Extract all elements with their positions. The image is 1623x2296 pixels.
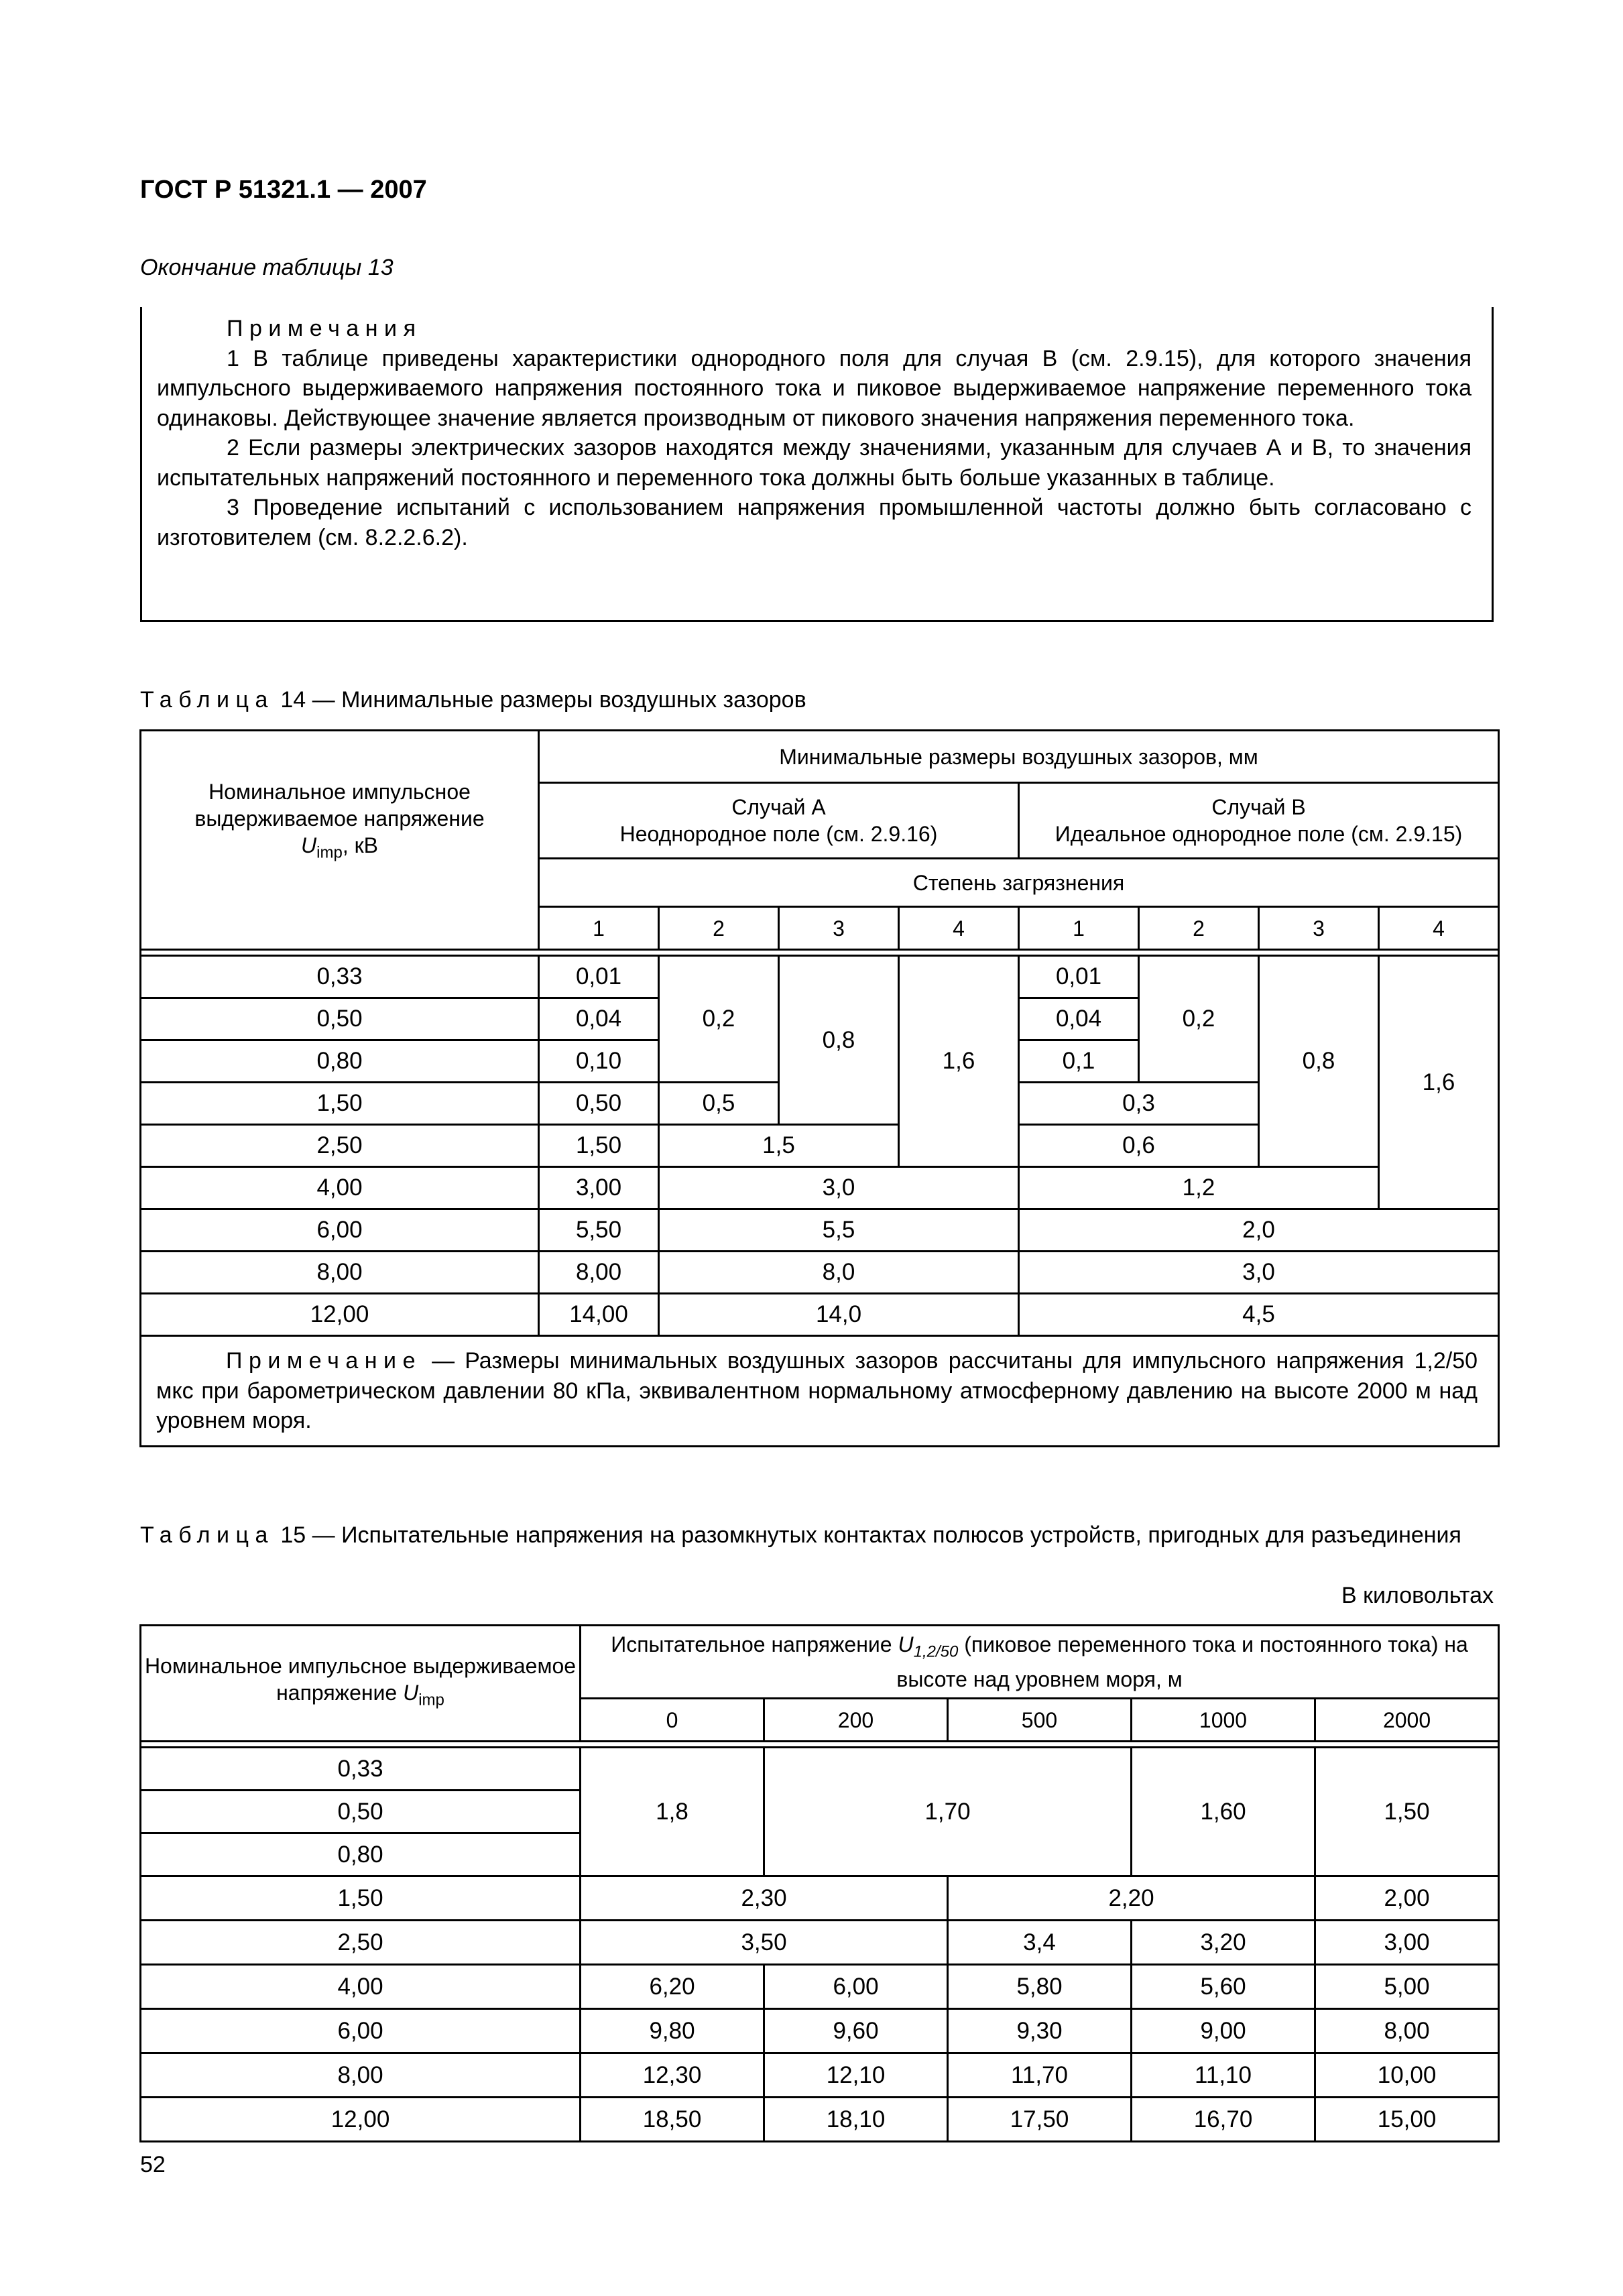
table15-units: В киловольтах xyxy=(1341,1583,1494,1608)
col0-header xyxy=(141,1626,581,1742)
cell: 2,50 xyxy=(141,1921,581,1965)
symbol: U xyxy=(301,833,317,857)
cell: 1,8 xyxy=(581,1748,764,1876)
caption-text: 14 — Минимальные размеры воздушных зазоров xyxy=(274,687,806,713)
cell: 6,20 xyxy=(581,1965,764,2009)
cell: 2,50 xyxy=(141,1125,539,1167)
cell: 2,00 xyxy=(1315,1876,1499,1921)
cell: 0,6 xyxy=(1019,1125,1259,1167)
cell: 3,00 xyxy=(539,1167,659,1209)
table14-note xyxy=(141,1336,1499,1447)
cell: 0,2 xyxy=(1139,956,1259,1083)
caption-text: 15 — Испытательные напряжения на разомкнутых контактах полюсов устройств, пригодных для разъединения xyxy=(274,1522,1461,1548)
cell: 0,1 xyxy=(1019,1040,1139,1083)
table-row xyxy=(141,1252,1499,1294)
cell: 0,5 xyxy=(659,1083,779,1125)
subscript: imp xyxy=(418,1691,444,1709)
cell: 1,6 xyxy=(1379,956,1499,1209)
table-row xyxy=(141,1167,1499,1209)
cell: 9,60 xyxy=(764,2009,948,2053)
cell: 0,33 xyxy=(141,1748,581,1791)
group-header: Минимальные размеры воздушных зазоров, мм xyxy=(539,731,1499,783)
cell: 10,00 xyxy=(1315,2053,1499,2098)
case-b-header xyxy=(1019,783,1499,859)
cell: 2,30 xyxy=(581,1876,948,1921)
table14 xyxy=(139,729,1500,1447)
altitude-header: 1000 xyxy=(1132,1699,1315,1742)
note-text: — Размеры минимальных воздушных зазоров рассчитаны для импульсного напряжения 1,2/50 мкс при барометрическом давлении 80 кПа, эквивалентном нормальному атмосферному давлению на высоте 2000 м над уровнем моря. xyxy=(156,1348,1478,1433)
cell: 12,10 xyxy=(764,2053,948,2098)
cell: 1,2 xyxy=(1019,1167,1379,1209)
cell: 0,80 xyxy=(141,1833,581,1876)
case-a-header xyxy=(539,783,1019,859)
case-a: Случай А xyxy=(731,795,826,819)
cell: 3,0 xyxy=(659,1167,1019,1209)
caption-word: Таблица xyxy=(140,687,274,713)
cell: 3,00 xyxy=(1315,1921,1499,1965)
cell: 8,00 xyxy=(539,1252,659,1294)
cell: 6,00 xyxy=(764,1965,948,2009)
cell: 0,3 xyxy=(1019,1083,1259,1125)
table-row xyxy=(141,1294,1499,1336)
cell: 0,10 xyxy=(539,1040,659,1083)
case-a-desc: Неоднородное поле (см. 2.9.16) xyxy=(619,822,938,846)
group-header xyxy=(581,1626,1499,1699)
cell: 1,50 xyxy=(539,1125,659,1167)
cell: 5,60 xyxy=(1132,1965,1315,2009)
cell: 5,00 xyxy=(1315,1965,1499,2009)
cell: 18,50 xyxy=(581,2098,764,2142)
col0-header xyxy=(141,731,539,950)
symbol: U xyxy=(403,1681,419,1705)
symbol: U xyxy=(898,1632,914,1657)
table-row xyxy=(141,1921,1499,1965)
cell: 1,50 xyxy=(1315,1748,1499,1876)
pollution-degree: 4 xyxy=(899,907,1019,950)
cell: 1,6 xyxy=(899,956,1019,1167)
cell: 0,2 xyxy=(659,956,779,1083)
cell: 1,60 xyxy=(1132,1748,1315,1876)
cell: 12,30 xyxy=(581,2053,764,2098)
cell: 9,30 xyxy=(948,2009,1132,2053)
table-row xyxy=(141,1965,1499,2009)
cell: 9,00 xyxy=(1132,2009,1315,2053)
cell: 4,00 xyxy=(141,1965,581,2009)
header-separator xyxy=(141,950,1499,956)
cell: 0,01 xyxy=(1019,956,1139,998)
pollution-degree: 3 xyxy=(1259,907,1379,950)
cell: 18,10 xyxy=(764,2098,948,2142)
cell: 8,00 xyxy=(141,2053,581,2098)
cell: 6,00 xyxy=(141,2009,581,2053)
cell: 0,50 xyxy=(141,1791,581,1833)
unit: , кВ xyxy=(342,833,378,857)
cell: 17,50 xyxy=(948,2098,1132,2142)
table13-notes xyxy=(140,307,1494,622)
cell: 0,33 xyxy=(141,956,539,998)
table-row xyxy=(141,1748,1499,1791)
cell: 9,80 xyxy=(581,2009,764,2053)
cell: 1,50 xyxy=(141,1083,539,1125)
cell: 12,00 xyxy=(141,2098,581,2142)
cell: 1,70 xyxy=(764,1748,1132,1876)
cell: 5,80 xyxy=(948,1965,1132,2009)
table-row xyxy=(141,2009,1499,2053)
cell: 15,00 xyxy=(1315,2098,1499,2142)
subscript: imp xyxy=(316,843,343,862)
cell: 8,0 xyxy=(659,1252,1019,1294)
cell: 0,8 xyxy=(779,956,899,1125)
col0-header-text: Номинальное импульсное выдерживаемое напряжение xyxy=(144,1654,577,1705)
group-suffix: (пиковое переменного тока и постоянного тока) на высоте над уровнем моря, м xyxy=(896,1632,1468,1691)
cell: 3,0 xyxy=(1019,1252,1499,1294)
cell: 0,80 xyxy=(141,1040,539,1083)
pollution-degree: 2 xyxy=(1139,907,1259,950)
pollution-degree: 1 xyxy=(539,907,659,950)
cell: 12,00 xyxy=(141,1294,539,1336)
pollution-degree: 3 xyxy=(779,907,899,950)
document-title: ГОСТ Р 51321.1 — 2007 xyxy=(140,176,427,204)
cell: 1,50 xyxy=(141,1876,581,1921)
note-item: 1 В таблице приведены характеристики однородного поля для случая В (см. 2.9.15), для которого значения импульсного выдерживаемого напряжения постоянного тока и пиковое выдерживаемое напряжение переменного тока одинаковы. Действующее значение является производным от пикового значения напряжения переменного тока. xyxy=(157,345,1471,431)
cell: 14,0 xyxy=(659,1294,1019,1336)
table15-caption xyxy=(140,1520,1494,1551)
cell: 0,50 xyxy=(141,998,539,1040)
case-b: Случай В xyxy=(1211,795,1306,819)
cell: 4,5 xyxy=(1019,1294,1499,1336)
cell: 0,8 xyxy=(1259,956,1379,1167)
table-row xyxy=(141,1876,1499,1921)
header-separator xyxy=(141,1742,1499,1748)
col0-header-text: Номинальное импульсное выдерживаемое напряжение xyxy=(194,780,485,831)
continuation-caption: Окончание таблицы 13 xyxy=(140,255,394,280)
pollution-degree: 1 xyxy=(1019,907,1139,950)
note-item: 2 Если размеры электрических зазоров находятся между значениями, указанным для случаев А и В, то значения испытательных напряжений постоянного и переменного тока должны быть больше указанных в таблице. xyxy=(157,435,1471,491)
cell: 4,00 xyxy=(141,1167,539,1209)
pollution-degree: 4 xyxy=(1379,907,1499,950)
cell: 11,10 xyxy=(1132,2053,1315,2098)
cell: 8,00 xyxy=(1315,2009,1499,2053)
cell: 3,50 xyxy=(581,1921,948,1965)
caption-word: Таблица xyxy=(140,1522,274,1548)
cell: 2,0 xyxy=(1019,1209,1499,1252)
table15 xyxy=(139,1624,1500,2142)
cell: 16,70 xyxy=(1132,2098,1315,2142)
notes-title: Примечания xyxy=(227,316,422,341)
altitude-header: 500 xyxy=(948,1699,1132,1742)
altitude-header: 0 xyxy=(581,1699,764,1742)
table-row xyxy=(141,2098,1499,2142)
cell: 6,00 xyxy=(141,1209,539,1252)
altitude-header: 2000 xyxy=(1315,1699,1499,1742)
case-b-desc: Идеальное однородное поле (см. 2.9.15) xyxy=(1055,822,1463,846)
cell: 14,00 xyxy=(539,1294,659,1336)
altitude-header: 200 xyxy=(764,1699,948,1742)
cell: 11,70 xyxy=(948,2053,1132,2098)
cell: 3,20 xyxy=(1132,1921,1315,1965)
cell: 5,50 xyxy=(539,1209,659,1252)
group-prefix: Испытательное напряжение xyxy=(611,1632,898,1657)
cell: 1,5 xyxy=(659,1125,899,1167)
cell: 0,04 xyxy=(539,998,659,1040)
cell: 0,04 xyxy=(1019,998,1139,1040)
subscript: 1,2/50 xyxy=(913,1642,959,1661)
pollution-degree: 2 xyxy=(659,907,779,950)
cell: 2,20 xyxy=(948,1876,1315,1921)
page-number: 52 xyxy=(140,2152,166,2177)
cell: 3,4 xyxy=(948,1921,1132,1965)
table-row xyxy=(141,1209,1499,1252)
pollution-header: Степень загрязнения xyxy=(539,859,1499,907)
note-word: Примечание xyxy=(226,1348,422,1374)
table-row xyxy=(141,2053,1499,2098)
table14-caption xyxy=(140,685,806,715)
cell: 0,50 xyxy=(539,1083,659,1125)
cell: 0,01 xyxy=(539,956,659,998)
note-item: 3 Проведение испытаний с использованием напряжения промышленной частоты должно быть согласовано с изготовителем (см. 8.2.2.6.2). xyxy=(157,495,1471,550)
table-row xyxy=(141,956,1499,998)
cell: 5,5 xyxy=(659,1209,1019,1252)
cell: 8,00 xyxy=(141,1252,539,1294)
